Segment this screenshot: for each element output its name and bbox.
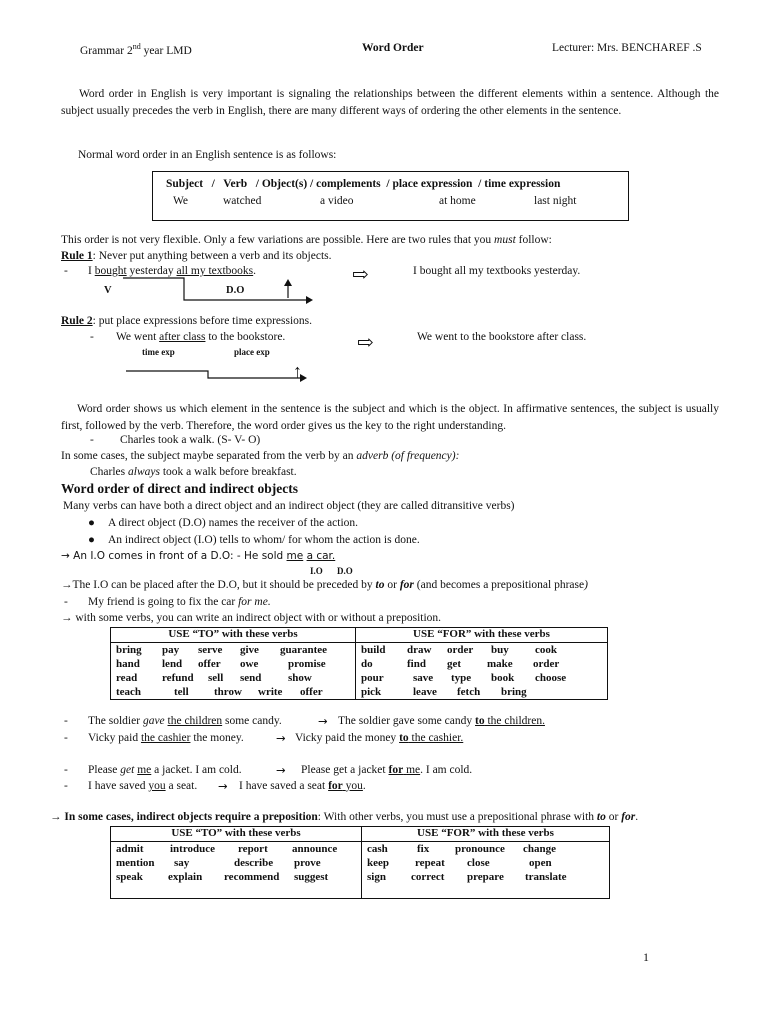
rule-1-dash: - <box>64 265 68 277</box>
word-order-header: Subject / Verb / Object(s) / complements / place expression / time expression <box>166 178 561 190</box>
bullet-icon: ● <box>88 534 95 546</box>
right-arrow-icon: → <box>318 714 328 728</box>
verb-row: do find get make order <box>361 658 560 670</box>
verb-row: cash fix pronounce change <box>367 843 556 855</box>
rules-intro: This order is not very flexible. Only a few variations are possible. Here are two rules that you must follow: <box>61 234 552 246</box>
io-after-rule: →The I.O can be placed after the D.O, but it should be preceded by to or for (and becomes a prepositional phrase) <box>61 579 588 591</box>
jacket-correct: Please get a jacket for me. I am cold. <box>301 764 473 776</box>
adverb-example: Charles always took a walk before breakfast. <box>90 466 297 478</box>
verb-row: mention say describe prove <box>116 857 321 869</box>
rule-2-wrong-example: We went after class to the bookstore. <box>116 331 286 343</box>
verb-row: speak explain recommend suggest <box>116 871 329 883</box>
soldier-example: The soldier gave the children some candy. <box>88 715 282 727</box>
verbs-table-1 <box>110 627 608 700</box>
do-label: D.O <box>337 566 353 576</box>
rule-2: Rule 2: put place expressions before time expressions. <box>61 315 313 327</box>
right-arrow-icon: → <box>276 763 286 777</box>
verb-row: pick leave fetch bring <box>361 686 527 698</box>
word-order-box <box>152 171 629 221</box>
verb-row: keep repeat close open <box>367 857 552 869</box>
verb-row: build draw order buy cook <box>361 644 557 656</box>
bullet-icon: ● <box>88 517 95 529</box>
document-title: Word Order <box>362 42 424 54</box>
example-object: a video <box>320 195 354 207</box>
right-arrow-icon: → <box>276 731 286 745</box>
right-arrow-icon: ⇨ <box>352 264 369 286</box>
intro-paragraph: Word order in English is very important is signaling the relationships between the different elements within a sentence. Although the subject usually precedes the verb in English, there are many different ways of ordering the other elements in the sentence. <box>61 88 719 117</box>
io-label: I.O <box>310 566 323 576</box>
seat-example: I have saved you a seat. <box>88 780 198 792</box>
table-2-to-cell <box>111 842 362 899</box>
example-dash: - <box>64 780 68 792</box>
verb-label: V <box>104 285 112 296</box>
table-2-for-cell <box>362 842 610 899</box>
seat-correct: I have saved a seat for you. <box>239 780 366 792</box>
io-front-rule: → An I.O comes in front of a D.O: - He sold me a car. <box>61 550 336 562</box>
table-2-to-header: USE “TO” with these verbs <box>111 827 362 842</box>
rule-2-movement-arrow-icon <box>124 362 309 384</box>
vicky-example: Vicky paid the cashier the money. <box>88 732 244 744</box>
table-2-for-header: USE “FOR” with these verbs <box>362 827 610 842</box>
friend-example: My friend is going to fix the car for me. <box>88 596 271 608</box>
example-verb: watched <box>223 195 262 207</box>
place-exp-label: place exp <box>234 347 270 357</box>
verbs-table-2 <box>110 826 610 899</box>
verb-row: pour save type book choose <box>361 672 567 684</box>
verb-row: hand lend offer owe promise <box>116 658 326 670</box>
page-number: 1 <box>643 950 649 964</box>
table-1-to-header: USE “TO” with these verbs <box>111 628 356 643</box>
up-arrow-icon: ↑ <box>293 361 302 381</box>
verb-row: sign correct prepare translate <box>367 871 567 883</box>
rule-1-movement-arrow-icon <box>120 274 315 306</box>
verb-row: admit introduce report announce <box>116 843 338 855</box>
example-dash: - <box>64 715 68 727</box>
section-heading: Word order of direct and indirect objects <box>61 481 298 496</box>
time-exp-label: time exp <box>142 347 175 357</box>
adverb-note: In some cases, the subject maybe separated from the verb by an adverb (of frequency): <box>61 450 460 462</box>
example-dash: - <box>90 434 94 446</box>
require-preposition-note: → In some cases, indirect objects require a preposition: With other verbs, you must use a prepositional phrase with to or for. <box>50 811 639 823</box>
bullet-direct-object: A direct object (D.O) names the receiver of the action. <box>108 517 359 529</box>
ditransitive-intro: Many verbs can have both a direct object and an indirect object (they are called ditransitive verbs) <box>63 500 515 512</box>
rule-2-correct-example: We went to the bookstore after class. <box>417 331 587 343</box>
subject-object-paragraph: Word order shows us which element in the sentence is the subject and which is the object. In affirmative sentences, the subject is usually first, followed by the verb. Therefore, the word order gives us the key to the right understanding. <box>61 403 719 432</box>
bullet-indirect-object: An indirect object (I.O) tells to whom/ for whom the action is done. <box>108 534 420 546</box>
example-place: at home <box>439 195 476 207</box>
vicky-correct: Vicky paid the money to the cashier. <box>295 732 464 744</box>
soldier-correct: The soldier gave some candy to the children. <box>338 715 545 727</box>
table-1-for-header: USE “FOR” with these verbs <box>356 628 608 643</box>
jacket-example: Please get me a jacket. I am cold. <box>88 764 242 776</box>
svo-example: Charles took a walk. (S- V- O) <box>120 434 261 446</box>
verb-row: read refund sell send show <box>116 672 312 684</box>
with-some-verbs-note: → with some verbs, you can write an indirect object with or without a preposition. <box>61 612 442 624</box>
table-1-for-cell <box>356 643 608 700</box>
verb-row: teach tell throw write offer <box>116 686 323 698</box>
rule-2-dash: - <box>90 331 94 343</box>
example-dash: - <box>64 764 68 776</box>
right-arrow-icon: → <box>218 779 228 793</box>
rule-1-correct-example: I bought all my textbooks yesterday. <box>413 265 581 277</box>
rule-1-wrong-example: I bought yesterday all my textbooks. <box>88 265 257 277</box>
verb-row: bring pay serve give guarantee <box>116 644 328 656</box>
example-time: last night <box>534 195 577 207</box>
lecturer-label: Lecturer: Mrs. BENCHAREF .S <box>552 42 702 54</box>
normal-order-intro: Normal word order in an English sentence is as follows: <box>78 149 337 161</box>
table-1-to-cell <box>111 643 356 700</box>
example-dash: - <box>64 732 68 744</box>
direct-object-label: D.O <box>226 285 245 296</box>
example-dash: - <box>64 596 68 608</box>
course-label: Grammar 2nd year LMD <box>80 42 192 57</box>
example-subject: We <box>173 195 189 207</box>
right-arrow-icon: ⇨ <box>357 332 374 354</box>
rule-1: Rule 1: Never put anything between a verb and its objects. <box>61 250 332 262</box>
